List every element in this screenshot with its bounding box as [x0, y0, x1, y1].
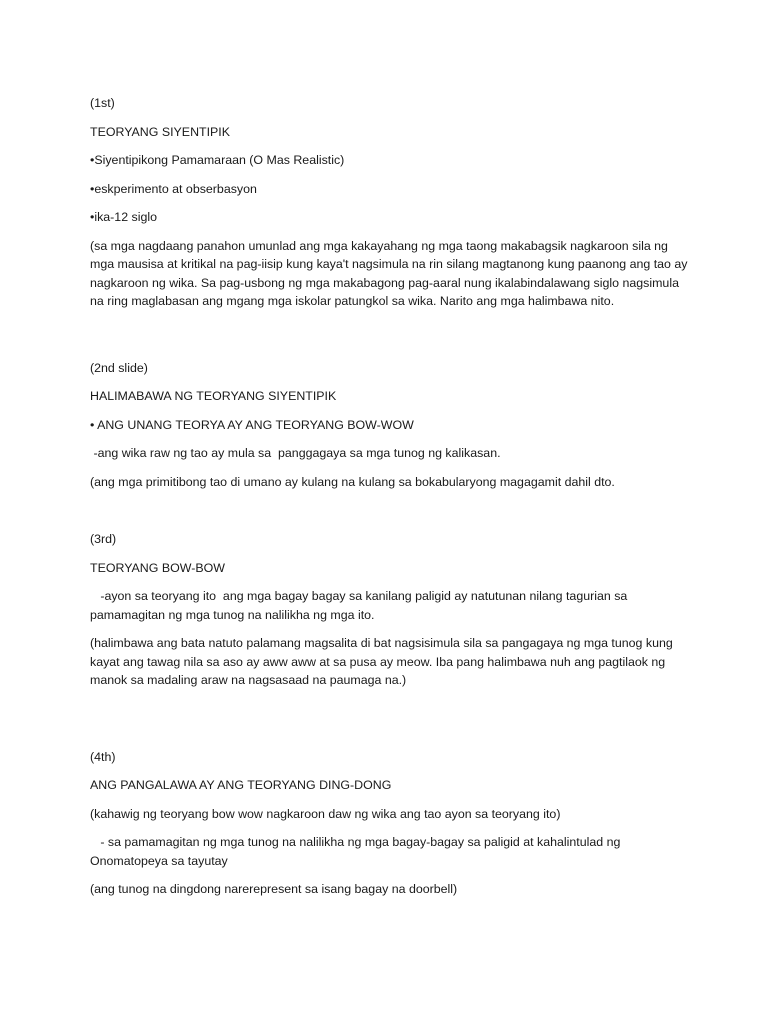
- slide-4-line-2: - sa pamamagitan ng mga tunog na nalilikha ng mga bagay-bagay sa paligid at kahalintulad ng Onomatopeya sa tayutay: [90, 835, 624, 868]
- slide-4-section: [90, 748, 690, 899]
- slide-2-title: HALIMABAWA NG TEORYANG SIYENTIPIK: [90, 389, 337, 403]
- slide-1-bullet-3: •ika-12 siglo: [90, 210, 158, 224]
- slide-4-line-1: (kahawig ng teoryang bow wow nagkaroon daw ng wika ang tao ayon sa teoryang ito): [90, 806, 561, 821]
- slide-1-title: TEORYANG SIYENTIPIK: [90, 124, 230, 139]
- slide-3-section: [90, 530, 690, 690]
- slide-2-marker: (2nd slide): [90, 360, 148, 375]
- slide-1-bullet-2: •eskperimento at obserbasyon: [90, 181, 257, 196]
- slide-2-section: [90, 359, 690, 492]
- slide-1-paragraph: (sa mga nagdaang panahon umunlad ang mga kakayahang ng mga taong makabagsik nagkaroon sila ng mga mausisa at kritikal na pag-iisip kung kaya't nagsimula na rin silang magtanong kung paanong ang tao ay nagkaroon ng wika. Sa pag-usbong ng mga makabagong pag-aaral nung ikalabindalawang siglo nagsimula na ring maglabasan ang mgang mga iskolar patungkol sa wika. Narito ang mga halimbawa nito.: [90, 238, 691, 308]
- slide-1-marker: (1st): [90, 96, 115, 110]
- slide-3-title: TEORYANG BOW-BOW: [90, 560, 225, 575]
- slide-1-section: [90, 94, 690, 311]
- slide-2-line-3: (ang mga primitibong tao di umano ay kulang na kulang sa bokabularyong magagamit dahil dto.: [90, 474, 615, 489]
- slide-4-title: ANG PANGALAWA AY ANG TEORYANG DING-DONG: [90, 778, 392, 792]
- slide-3-marker: (3rd): [90, 532, 117, 546]
- slide-3-line-1: -ayon sa teoryang ito ang mga bagay bagay sa kanilang paligid ay natutunan nilang tagurian sa pamamagitan ng mga tunog na nalilikha ng mga ito.: [90, 589, 631, 622]
- slide-4-line-3: (ang tunog na dingdong narerepresent sa isang bagay na doorbell): [90, 882, 458, 896]
- slide-2-line-2: -ang wika raw ng tao ay mula sa panggagaya sa mga tunog ng kalikasan.: [90, 446, 501, 460]
- slide-1-bullet-1: •Siyentipikong Pamamaraan (O Mas Realistic): [90, 153, 345, 167]
- document-page: [90, 94, 690, 899]
- slide-2-line-1: • ANG UNANG TEORYA AY ANG TEORYANG BOW-WOW: [90, 417, 414, 432]
- slide-3-line-2: (halimbawa ang bata natuto palamang magsalita di bat nagsisimula sila sa pangagaya ng mga tunog kung kayat ang tawag nila sa aso ay aww aww at sa pusa ay meow. Iba pang halimbawa nuh ang pagtilaok ng manok sa madaling araw na nagsasaad na paumaga na.): [90, 636, 677, 687]
- slide-4-marker: (4th): [90, 749, 116, 764]
